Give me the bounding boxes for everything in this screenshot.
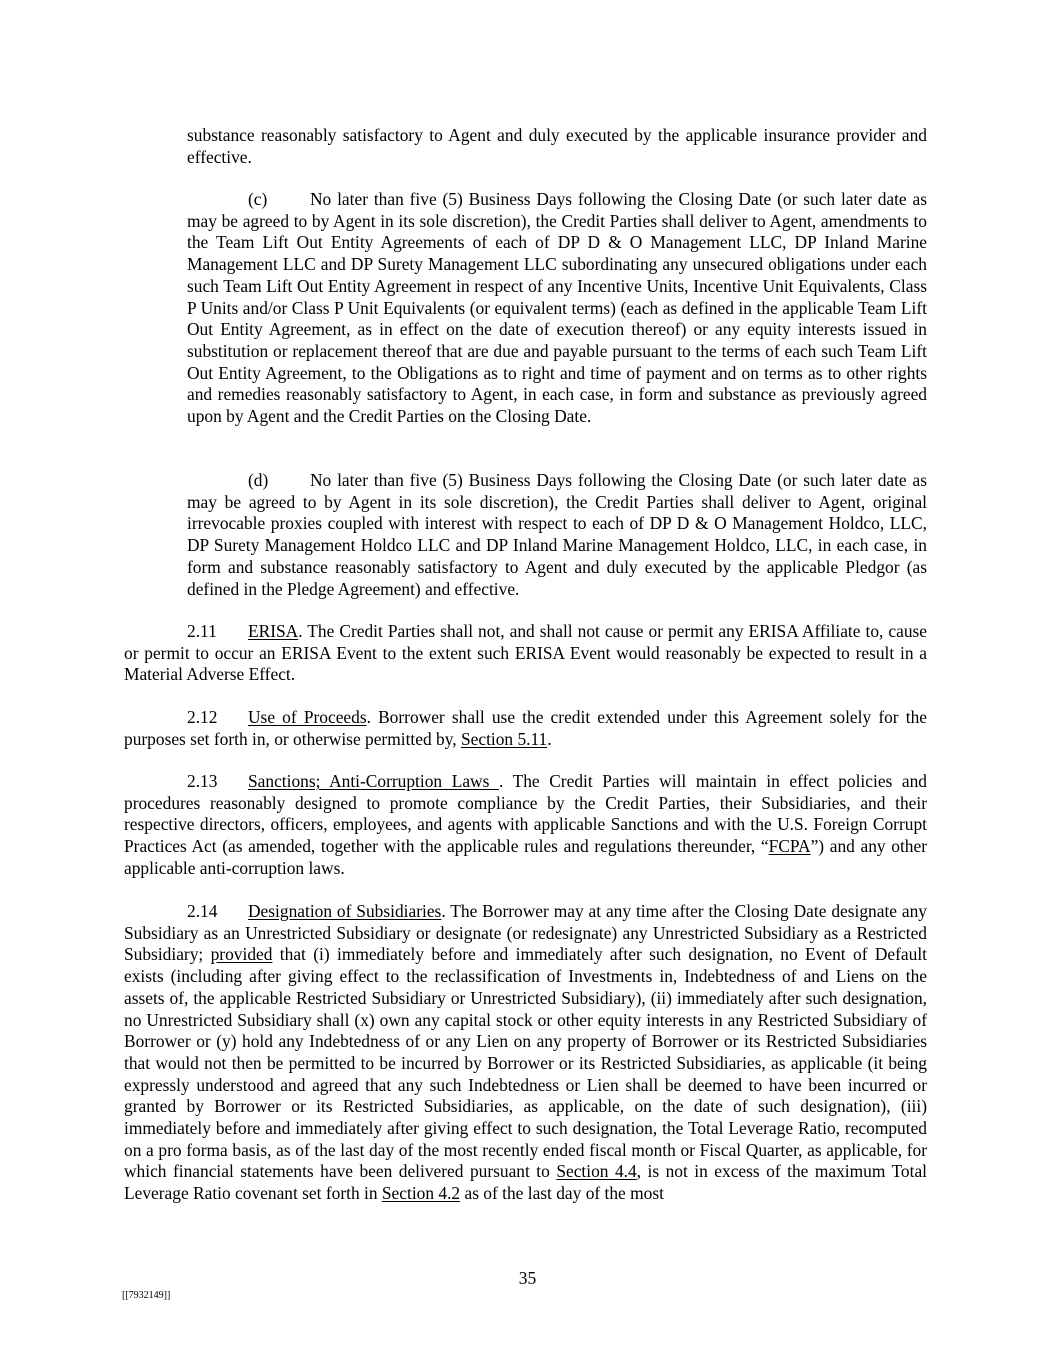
paragraph-c-text: No later than five (5) Business Days following the Closing Date (or such later date as may be agreed to by Agent in its sole discretion), the Credit Parties shall deliver to Agent, amendments to the Team Lift Out Entity Agreements of each of DP D & O Management LLC, DP Inland Marine Management LLC and DP Surety Management LLC subordinating any unsecured obligations under each such Team Lift Out Entity Agreement in respect of any Incentive Units, Incentive Unit Equivalents, Class P Units and/or Class P Unit Equivalents (or equivalent terms) (each as defined in the applicable Team Lift Out Entity Agreement, as in effect on the date of execution thereof) or any equity interests issued in substitution or replacement thereof that are due and payable pursuant to the terms of each such Team Lift Out Entity Agreement, to the Obligations as to right and time of payment and on terms as to other rights and remedies reasonably satisfactory to Agent, in each case, in form and substance as previously agreed upon by Agent and the Credit Parties on the Closing Date. (187, 189, 927, 427)
paragraph-d-text: No later than five (5) Business Days following the Closing Date (or such later date as may be agreed to by Agent in its sole discretion), the Credit Parties shall deliver to Agent, original irrevocable proxies coupled with interest with respect to each of DP D & O Management Holdco, LLC, DP Surety Management Holdco LLC and DP Inland Marine Management Holdco, LLC, in each case, in form and substance reasonably satisfactory to Agent and duly executed by the applicable Pledgor (as defined in the Pledge Agreement) and effective. (187, 470, 927, 599)
section-2-11-number: 2.11 (187, 621, 217, 641)
section-2-13-number: 2.13 (187, 771, 218, 791)
section-5-11-reference: Section 5.11 (460, 728, 548, 749)
page-number: 35 (518, 1268, 537, 1288)
section-2-11-text: . The Credit Parties shall not, and shall not cause or permit any ERISA Affiliate to, cause or permit to occur an ERISA Event to the extent such ERISA Event would reasonably be expected to result in a Material Adverse Effect. (124, 621, 927, 685)
section-2-13-text: . The Credit Parties will maintain in effect policies and procedures reasonably designed to promote compliance by the Credit Parties, their Subsidiaries, and their respective directors, officers, employees, and agents with applicable Sanctions and with the U.S. Foreign Corrupt Practices Act (as amended, together with the applicable rules and regulations thereunder, “ (124, 771, 928, 857)
section-2-12: 2.12 Use of Proceeds. Borrower shall use the credit extended under this Agreement solely for the purposes set forth in, or otherwise permitted by, Section 5.11. (124, 707, 927, 749)
fcpa-definition: FCPA (768, 836, 811, 857)
section-2-11-heading: ERISA (248, 621, 299, 641)
provided-term: provided (210, 944, 273, 965)
section-2-14-heading: Designation of Subsidiaries (248, 901, 442, 921)
section-2-12-heading: Use of Proceeds (248, 707, 367, 727)
paragraph-c-number: (c) (248, 189, 268, 209)
section-2-14: 2.14 Designation of Subsidiaries. The Borrower may at any time after the Closing Date designate any Subsidiary as an Unrestricted Subsidiary or designate (or redesignate) any Unrestricted Subsidiary as a Restricted Subsidiary; provided that (i) immediately before and immediately after such designation, no Event of Default exists (including after giving effect to the reclassification of Investments in, Indebtedness of and Liens on the assets of, the applicable Restricted Subsidiary or Unrestricted Subsidiary), (ii) immediately after such designation, no Unrestricted Subsidiary shall (x) own any capital stock or other equity interests in any Restricted Subsidiary of Borrower or (y) hold any Indebtedness of or any Lien on any property of Borrower or its Restricted Subsidiaries that would not then be permitted to be incurred by Borrower or its Restricted Subsidiaries, as applicable (it being expressly understood and agreed that any such Indebtedness or Lien shall be deemed to have been incurred or granted by Borrower or its Restricted Subsidiaries, as applicable, on the date of such designation), (iii) immediately before and immediately after giving effect to such designation, the Total Leverage Ratio, recomputed on a pro forma basis, as of the last day of the most recently ended fiscal month or Fiscal Quarter, as applicable, for which financial statements have been delivered pursuant to Section 4.4, is not in excess of the maximum Total Leverage Ratio covenant set forth in Section 4.2 as of the last day of the most (124, 901, 928, 1204)
section-2-14-number: 2.14 (187, 901, 218, 921)
section-2-12-number: 2.12 (187, 707, 218, 727)
section-4-4-reference: Section 4.4 (556, 1161, 637, 1182)
section-4-2-reference: Section 4.2 (381, 1183, 461, 1204)
section-2-12-text: . Borrower shall use the credit extended under this Agreement solely for the purposes set forth in, or otherwise permitted by, (124, 707, 927, 749)
paragraph-c (187, 189, 927, 428)
paragraph-continuation: substance reasonably satisfactory to Agent and duly executed by the applicable insurance provider and effective. (187, 125, 927, 167)
paragraph-d (187, 470, 927, 600)
document-id: [[7932149]] (122, 1290, 171, 1301)
section-2-13: 2.13 Sanctions; Anti-Corruption Laws . The Credit Parties will maintain in effect policies and procedures reasonably designed to promote compliance by the Credit Parties, their Subsidiaries, and their respective directors, officers, employees, and agents with applicable Sanctions and with the U.S. Foreign Corrupt Practices Act (as amended, together with the applicable rules and regulations thereunder, “FCPA”) and any other applicable anti-corruption laws. (124, 771, 928, 878)
section-2-13-heading: Sanctions; Anti-Corruption Laws (248, 771, 499, 791)
paragraph-d-number: (d) (248, 470, 269, 490)
section-2-11 (124, 621, 927, 686)
